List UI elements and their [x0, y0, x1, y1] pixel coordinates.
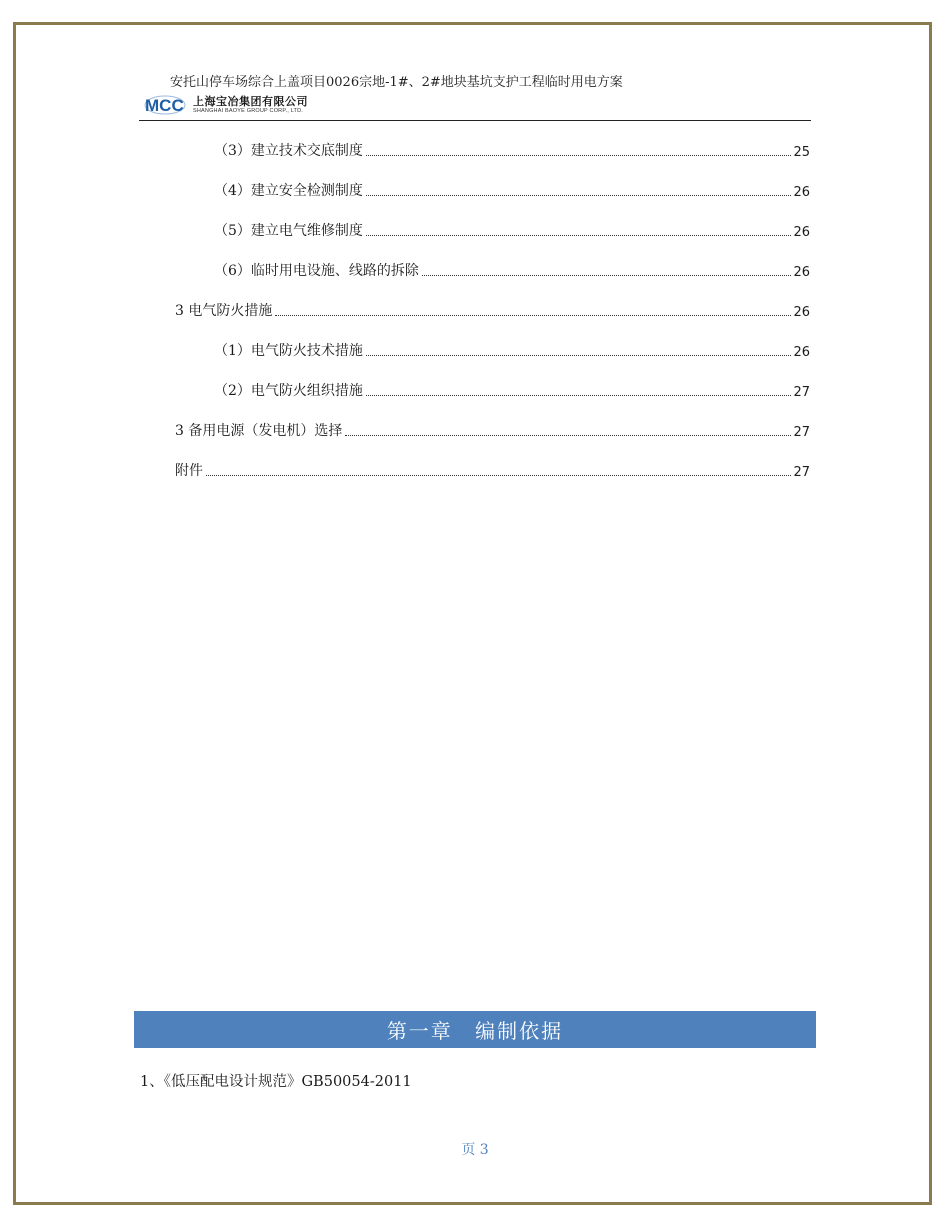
- toc-leader-dots: [206, 475, 791, 476]
- toc-entry-label: （3）建立技术交底制度: [214, 143, 363, 159]
- toc-leader-dots: [275, 315, 791, 316]
- toc-leader-dots: [366, 395, 792, 396]
- toc-entry-page: 27: [793, 385, 810, 400]
- logo-company-name: 上海宝冶集团有限公司: [193, 94, 308, 108]
- toc-entry-page: 26: [793, 225, 810, 240]
- company-logo: [143, 92, 308, 118]
- toc-entry[interactable]: [214, 380, 810, 400]
- toc-entry-label: （6）临时用电设施、线路的拆除: [214, 263, 419, 279]
- chapter-heading-band: [134, 1011, 816, 1048]
- toc-entry-page: 27: [793, 465, 810, 480]
- mcc-logo-icon: [143, 93, 187, 117]
- toc-entry-page: 27: [793, 425, 810, 440]
- toc-leader-dots: [366, 155, 792, 156]
- toc-entry[interactable]: [214, 180, 810, 200]
- toc-entry-page: 26: [793, 185, 810, 200]
- logo-mark-text: MCC: [145, 96, 184, 115]
- toc-entry-label: （5）建立电气维修制度: [214, 223, 363, 239]
- toc-entry-label: （2）电气防火组织措施: [214, 383, 363, 399]
- logo-company-name-en: SHANGHAI BAOYE GROUP CORP., LTD.: [193, 107, 304, 114]
- toc-entry-label: 附件: [175, 463, 203, 479]
- header-divider: [139, 120, 811, 121]
- toc-leader-dots: [345, 435, 791, 436]
- toc-entry[interactable]: [214, 340, 810, 360]
- toc-entry[interactable]: [175, 460, 810, 480]
- toc-entry-label: （4）建立安全检测制度: [214, 183, 363, 199]
- toc-leader-dots: [366, 235, 792, 236]
- toc-entry[interactable]: [175, 420, 810, 440]
- toc-leader-dots: [422, 275, 792, 276]
- toc-entry-label: 3 电气防火措施: [175, 303, 273, 319]
- reference-item: 1、《低压配电设计规范》GB50054-2011: [140, 1074, 412, 1090]
- toc-entry-page: 26: [793, 345, 810, 360]
- toc-entry[interactable]: [214, 140, 810, 160]
- page-number: 页 3: [461, 1142, 489, 1158]
- document-header-title: 安托山停车场综合上盖项目0026宗地-1#、2#地块基坑支护工程临时用电方案: [170, 75, 623, 90]
- toc-entry-page: 26: [793, 265, 810, 280]
- toc-leader-dots: [366, 195, 792, 196]
- toc-entry-label: （1）电气防火技术措施: [214, 343, 363, 359]
- toc-entry-page: 25: [793, 145, 810, 160]
- toc-entry-page: 26: [793, 305, 810, 320]
- toc-entry[interactable]: [175, 300, 810, 320]
- toc-entry-label: 3 备用电源（发电机）选择: [175, 423, 343, 439]
- chapter-title: 第一章 编制依据: [386, 1019, 564, 1043]
- toc-leader-dots: [366, 355, 792, 356]
- toc-entry[interactable]: [214, 260, 810, 280]
- toc-entry[interactable]: [214, 220, 810, 240]
